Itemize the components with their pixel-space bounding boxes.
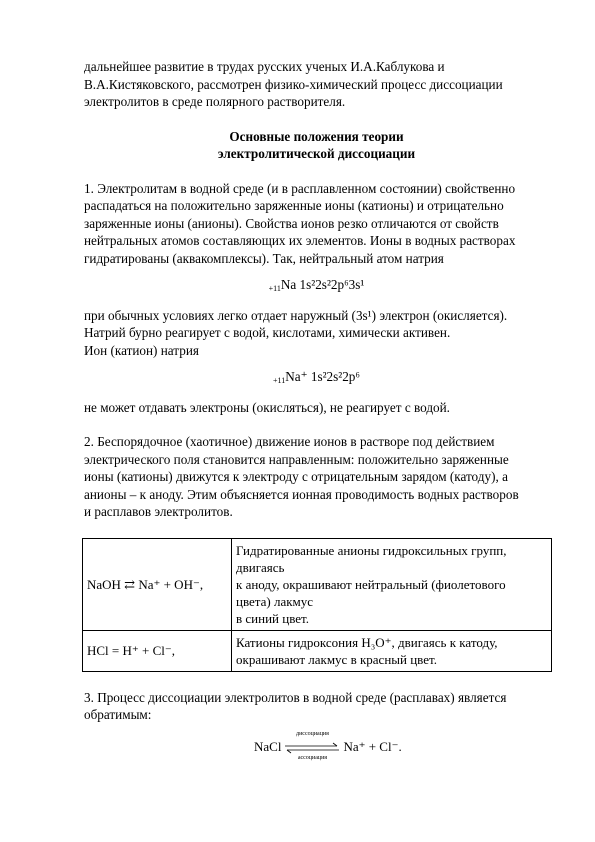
equation-line [254,730,402,761]
arrow-label-forward: диссоциация [296,730,329,737]
point2-line: 2. Беспорядочное (хаотичное) движение ионов в растворе под действием [84,434,495,449]
point1-line: не может отдавать электроны (окисляться), не реагирует с водой. [84,399,450,415]
formula-body: Na 1s²2s²2p⁶3s¹ [280,277,365,292]
table-cell-equation: HCl = H⁺ + Cl⁻, [83,630,232,671]
document-page [84,58,549,770]
reversible-arrow-icon [281,730,343,761]
point1-line: распадаться на положительно заряженные ионы (катионы) и отрицательно [84,198,504,213]
table-cell-description [232,538,552,630]
section-heading: электролитической диссоциации [217,146,416,161]
table-row [83,538,552,630]
point2-line: анионы – к аноду. Этим объясняется ионная проводимость водных растворов [84,486,519,502]
dissociation-equation [84,730,549,770]
point1-line: гидратированы (аквакомплексы). Так, нейтральный атом натрия [84,250,444,266]
equation-reactant: NaCl [254,738,282,754]
point1-line: заряженные ионы (анионы). Свойства ионов резко отличаются от свойств [84,215,499,231]
sodium-atom-formula [84,276,549,298]
point2-line: электрического поля становится направленным: положительно заряженные [84,451,509,467]
intro-line: В.А.Кистяковского, рассмотрен физико-химический процесс диссоциации [84,76,503,92]
cell-line: к аноду, окрашивают нейтральный (фиолетового [236,576,506,592]
point3-line: обратимым: [84,707,152,722]
cell-line: Катионы гидроксония H₃O⁺, двигаясь к катоду, [236,634,498,650]
table-row [83,630,552,671]
point1-line: 1. Электролитам в водной среде (и в расплавленном состоянии) свойственно [84,180,516,196]
point3-line: 3. Процесс диссоциации электролитов в водной среде (расплавах) является [84,689,507,705]
arrow-label-reverse: ассоциация [297,754,328,761]
ion-behavior-table [82,538,552,672]
point1-line: при обычных условиях легко отдает наружный (3s¹) электрон (окисляется). [84,307,508,323]
section-heading: Основные положения теории [229,128,404,144]
point1-line: Ион (катион) натрия [84,342,199,358]
sodium-ion-formula [84,368,549,390]
point2-line: и расплавов электролитов. [84,504,233,519]
cell-line: Гидратированные анионы гидроксильных групп, [236,542,507,558]
point2-line: ионы (катионы) движутся к электроду с отрицательным зарядом (катоду), а [84,469,508,484]
equilibrium-arrows-icon [281,741,343,755]
intro-line: электролитов в среде полярного растворителя. [84,94,346,109]
nuclear-charge: +11 [273,376,286,385]
point1-line: нейтральных атомов составляющих их элементов. Ионы в водных растворах [84,233,516,248]
cell-line: двигаясь [236,559,285,575]
cell-line: в синий цвет. [236,610,309,626]
intro-line: дальнейшее развитие в трудах русских ученых И.А.Каблукова и [84,59,445,74]
table-cell-equation: NaOH ⇄ Na⁺ + OH⁻, [83,538,232,630]
cell-line: окрашивают лакмус в красный цвет. [236,651,437,667]
cell-line: цвета) лакмус [236,593,314,609]
nuclear-charge: +11 [268,284,281,293]
equation-products: Na⁺ + Cl⁻. [343,738,402,754]
point1-line: Натрий бурно реагирует с водой, кислотами, химически активен. [84,325,451,340]
formula-body: Na⁺ 1s²2s²2p⁶ [285,369,360,384]
table-cell-description [232,630,552,671]
